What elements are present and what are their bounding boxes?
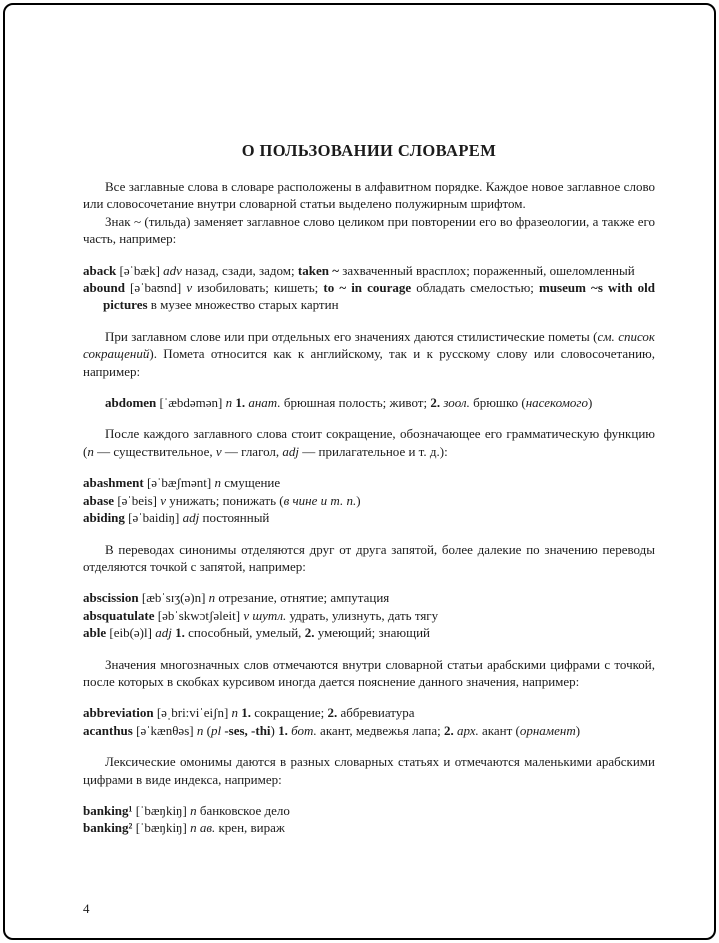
page-frame bbox=[3, 3, 716, 940]
dictionary-entry bbox=[83, 474, 655, 491]
text-segment: pl bbox=[210, 722, 225, 738]
text-segment: [əˌbri:viˈeiʃn] bbox=[156, 705, 232, 721]
text-segment: n bbox=[214, 475, 221, 491]
text-segment: в чине и т. п. bbox=[283, 492, 357, 508]
text-segment: аббревиатура bbox=[340, 705, 415, 721]
text-segment: арх. bbox=[456, 722, 479, 738]
dictionary-entry bbox=[83, 509, 655, 526]
text-segment: сокращение; bbox=[254, 705, 328, 721]
text-segment: назад, сзади, задом; bbox=[181, 262, 298, 278]
text-segment: able bbox=[83, 625, 110, 641]
text-segment: 2. bbox=[304, 625, 318, 641]
entry-block bbox=[105, 394, 655, 411]
text-segment: Лексические омонимы даются в разных словарных статьях и отмечаются маленькими арабскими цифрами в виде индекса, например: bbox=[83, 754, 655, 787]
text-segment: 1. bbox=[175, 625, 189, 641]
text-segment: [əˈbæk] bbox=[119, 262, 164, 278]
text-segment: [əˈbæʃmənt] bbox=[146, 475, 215, 491]
text-segment: орнамент bbox=[519, 722, 576, 738]
text-segment: обладать смелостью; bbox=[411, 280, 539, 296]
text-segment: abiding bbox=[83, 510, 129, 526]
text-segment: 1. bbox=[278, 722, 292, 738]
dictionary-entry bbox=[83, 589, 655, 606]
paragraph-block bbox=[83, 541, 655, 576]
text-segment: [əˈbaʊnd] bbox=[130, 280, 187, 296]
paragraph-block bbox=[83, 328, 655, 380]
entry-block bbox=[83, 262, 655, 314]
text-segment: [ˈbæŋkiŋ] bbox=[135, 802, 191, 818]
text-segment: [əˈbeis] bbox=[117, 492, 161, 508]
text-segment: aback bbox=[83, 262, 120, 278]
text-segment: museum ~s with old pictures bbox=[103, 280, 655, 313]
text-segment: 1. bbox=[235, 395, 249, 411]
text-segment: v bbox=[160, 492, 167, 508]
text-segment: умеющий; знающий bbox=[317, 625, 431, 641]
text-segment: n bbox=[190, 802, 197, 818]
text-segment: изобиловать; кишеть; bbox=[192, 280, 324, 296]
paragraph-block bbox=[83, 753, 655, 788]
text-segment: 1. bbox=[241, 705, 255, 721]
text-segment: abound bbox=[83, 280, 131, 296]
text-segment: захваченный врасплох; пораженный, ошеломленный bbox=[338, 262, 635, 278]
text-segment: n bbox=[208, 590, 216, 606]
text-segment: abashment bbox=[83, 475, 147, 491]
text-segment: анат. bbox=[248, 395, 281, 411]
text-segment: ) bbox=[270, 722, 279, 738]
paragraph bbox=[83, 425, 655, 460]
text-segment: После каждого заглавного слова стоит сокращение, обозначающее его грамматическую функцию ( bbox=[83, 426, 655, 459]
text-segment: absquatulate bbox=[83, 607, 158, 623]
dictionary-entry bbox=[83, 279, 655, 314]
text-segment: — существительное, bbox=[93, 443, 216, 459]
text-segment: зоол. bbox=[443, 395, 470, 411]
entry-block bbox=[83, 589, 655, 641]
page-number: 4 bbox=[83, 901, 90, 916]
text-segment: унижать; понижать ( bbox=[166, 492, 284, 508]
text-segment: акант, медвежья лапа; bbox=[316, 722, 444, 738]
text-segment: ( bbox=[203, 722, 211, 738]
entry-block bbox=[83, 802, 655, 837]
text-segment: см. список сокращений bbox=[83, 328, 655, 362]
document-body bbox=[83, 178, 655, 837]
text-segment: [eib(ə)l] bbox=[109, 625, 156, 641]
text-segment: В переводах синонимы отделяются друг от друга запятой, более далекие по значению переводы отделяются точкой с запятой, например: bbox=[83, 541, 655, 574]
text-segment: ) bbox=[587, 395, 593, 411]
text-segment: бот. bbox=[291, 722, 317, 738]
text-segment: taken ~ bbox=[297, 262, 339, 278]
text-segment: 2. bbox=[327, 705, 341, 721]
text-segment: Знак ~ (тильда) заменяет заглавное слово целиком при повторении его во фразеологии, а также его часть, например: bbox=[83, 213, 655, 247]
text-segment: to ~ in courage bbox=[323, 280, 412, 296]
text-segment: [əˈkænθəs] bbox=[136, 722, 197, 738]
text-segment: удрать, улизнуть, дать тягу bbox=[286, 607, 439, 623]
text-segment: акант ( bbox=[478, 722, 520, 738]
text-segment: смущение bbox=[220, 475, 281, 491]
text-segment: banking¹ bbox=[83, 802, 136, 818]
text-segment: n bbox=[196, 722, 204, 738]
dictionary-entry bbox=[105, 394, 655, 411]
dictionary-entry bbox=[83, 704, 655, 721]
text-segment: n bbox=[225, 395, 236, 411]
paragraph bbox=[83, 178, 655, 213]
text-segment: v bbox=[215, 443, 222, 459]
text-segment: n ав. bbox=[190, 820, 216, 836]
text-segment: в музее множество старых картин bbox=[147, 297, 339, 313]
paragraph-block bbox=[83, 178, 655, 248]
text-segment: [ˈbæŋkiŋ] bbox=[135, 820, 191, 836]
text-segment: abbreviation bbox=[83, 705, 157, 721]
text-segment: abscission bbox=[83, 590, 142, 606]
text-segment: банковское дело bbox=[196, 802, 290, 818]
text-segment: [ˈæbdəmən] bbox=[159, 395, 226, 411]
text-segment: постоянный bbox=[199, 510, 270, 526]
dictionary-entry bbox=[83, 722, 655, 739]
text-segment: adj bbox=[155, 625, 176, 641]
paragraph bbox=[83, 328, 655, 380]
text-segment: При заглавном слове или при отдельных его значениях даются стилистические пометы ( bbox=[105, 328, 598, 344]
text-segment: крен, вираж bbox=[215, 820, 285, 836]
document-content bbox=[83, 141, 655, 851]
paragraph bbox=[83, 656, 655, 691]
text-segment: 2. bbox=[430, 395, 444, 411]
text-segment: способный, умелый, bbox=[188, 625, 305, 641]
text-segment: брюшная полость; живот; bbox=[280, 395, 431, 411]
text-segment: отрезание, отнятие; ампутация bbox=[215, 590, 390, 606]
entry-block bbox=[83, 474, 655, 526]
text-segment: adv bbox=[163, 262, 182, 278]
text-segment: adj bbox=[282, 443, 300, 459]
text-segment: abdomen bbox=[105, 395, 160, 411]
dictionary-entry bbox=[83, 819, 655, 836]
text-segment: [æbˈsɪʒ(ə)n] bbox=[141, 590, 209, 606]
text-segment: [əbˈskwɔtʃəleit] bbox=[157, 607, 244, 623]
text-segment: ) bbox=[575, 722, 581, 738]
dictionary-entry bbox=[83, 262, 655, 279]
text-segment: Все заглавные слова в словаре расположены в алфавитном порядке. Каждое новое заглавное слово или словосочетание внутри словарной статьи выделено полужирным шрифтом. bbox=[83, 179, 655, 212]
text-segment: 2. bbox=[443, 722, 457, 738]
paragraph bbox=[83, 753, 655, 788]
text-segment: Значения многозначных слов отмечаются внутри словарной статьи арабскими цифрами с точкой, после которых в скобках курсивом иногда дается пояснение данного значения, например: bbox=[83, 656, 655, 689]
dictionary-entry bbox=[83, 607, 655, 624]
text-segment: adj bbox=[182, 510, 200, 526]
text-segment: v шутл. bbox=[243, 607, 287, 623]
paragraph bbox=[83, 541, 655, 576]
text-segment: n bbox=[87, 443, 94, 459]
dictionary-entry bbox=[83, 624, 655, 641]
text-segment: acanthus bbox=[83, 722, 137, 738]
entry-block bbox=[83, 704, 655, 739]
paragraph-block bbox=[83, 425, 655, 460]
text-segment: ). Помета относится как к английскому, так и к русскому слову или словосочетанию, например: bbox=[83, 346, 655, 379]
text-segment: — глагол, bbox=[221, 443, 283, 459]
text-segment: насекомого bbox=[525, 395, 588, 411]
text-segment: ) bbox=[356, 492, 361, 508]
text-segment: n bbox=[231, 705, 242, 721]
text-segment: abase bbox=[83, 492, 118, 508]
text-segment: [əˈbaidiŋ] bbox=[128, 510, 183, 526]
paragraph bbox=[83, 213, 655, 248]
text-segment: — прилагательное и т. д.): bbox=[299, 443, 448, 459]
text-segment: v bbox=[186, 280, 193, 296]
text-segment: banking² bbox=[83, 820, 136, 836]
paragraph-block bbox=[83, 656, 655, 691]
text-segment: -ses, -thi bbox=[224, 722, 271, 738]
text-segment: брюшко ( bbox=[469, 395, 526, 411]
dictionary-entry bbox=[83, 802, 655, 819]
dictionary-entry bbox=[83, 492, 655, 509]
page-title: О ПОЛЬЗОВАНИИ СЛОВАРЕМ bbox=[241, 141, 497, 160]
